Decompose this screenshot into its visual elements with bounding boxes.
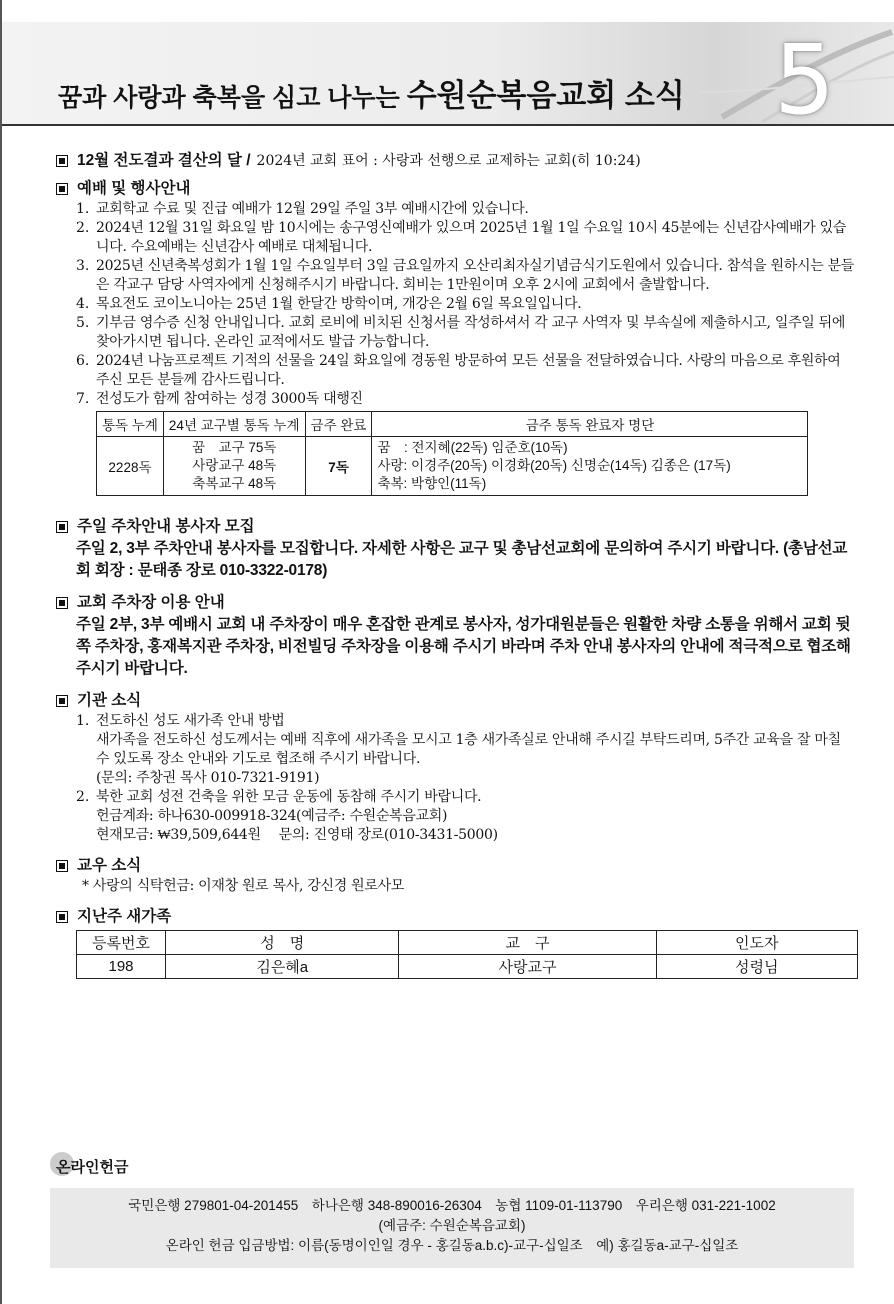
list-item: 7. 전성도가 함께 참여하는 성경 3000독 대행진 (76, 391, 363, 407)
page-title (58, 70, 685, 115)
title-prefix: 꿈과 사랑과 축복을 심고 나누는 (58, 84, 400, 112)
section-member-news (56, 855, 856, 877)
section-parking-info (56, 592, 856, 614)
list-item: 3. 2025년 신년축복성회가 1월 1일 수요일부터 3일 금요일까지 오산리최자실기념금식기도원에서 있습니다. 참석을 원하시는 분들은 각교구 담당 사역자에게 신청해주시기 바랍니다. 회비는 1만원이며 오후 2시에 교회에서 출발합니다. (76, 258, 855, 293)
table-header: 통독 누계 (97, 412, 164, 437)
table-header: 금주 완료 (305, 412, 372, 437)
contact-info: (문의: 주창권 목사 010-7321-9191) (96, 770, 320, 786)
week-completed: 7독 (305, 437, 372, 496)
table-header: 금주 통독 완료자 명단 (372, 412, 808, 437)
completed-names: 꿈 : 전지혜(22독) 임준호(10독) 사랑: 이경주(20독) 이경화(20독) 신명순(14독) 김종은 (17독) 축복: 박향인(11독) (372, 437, 808, 496)
bullet-square-icon (56, 911, 68, 923)
table-header: 교 구 (399, 931, 656, 955)
bullet-square-icon (56, 183, 68, 195)
section-worship (56, 178, 856, 200)
table-header: 성 명 (166, 931, 399, 955)
account-info: 헌금계좌: 하나630-009918-324(예금주: 수원순복음교회) (96, 808, 448, 824)
bullet-square-icon (56, 860, 68, 872)
section-title: 지난주 새가족 (77, 908, 172, 925)
new-family-table (76, 930, 858, 979)
list-item: 5. 기부금 영수증 신청 안내입니다. 교회 로비에 비치된 신청서를 작성하셔서 각 교구 사역자 및 부속실에 제출하시고, 일주일 뒤에 찾아가시면 됩니다. 온라인 교적에서도 발급 가능합니다. (76, 315, 846, 350)
bible-reading-table (96, 411, 808, 496)
current-fundraising: 현재모금: ₩39,509,644원 문의: 진영태 장로(010-3431-5000) (96, 827, 498, 843)
list-item: 6. 2024년 나눔프로젝트 기적의 선물을 24일 화요일에 경동원 방문하여 모든 선물을 전달하였습니다. 사랑의 마음으로 후원하여 주신 모든 분들께 감사드립니다. (76, 353, 841, 388)
reading-total: 2228독 (97, 437, 164, 496)
section-new-family (56, 906, 856, 928)
table-row: 198 김은혜a 사랑교구 성령님 (77, 955, 858, 979)
section-title: 교회 주차장 이용 안내 (77, 594, 225, 611)
title-main: 수원순복음교회 소식 (406, 78, 685, 113)
list-item: 2. 북한 교회 성전 건축을 위한 모금 운동에 동참해 주시기 바랍니다. (76, 789, 482, 805)
table-header: 24년 교구별 통독 누계 (163, 412, 305, 437)
table-header-row (77, 931, 858, 955)
list-item: 4. 목요전도 코이노니아는 25년 1월 한달간 방학이며, 개강은 2월 6일 목요일입니다. (76, 296, 582, 312)
list-item: 1. 전도하신 성도 새가족 안내 방법 (76, 713, 285, 729)
parking-info-text: 주일 2부, 3부 예배시 교회 내 주차장이 매우 혼잡한 관계로 봉사자, 성가대원분들은 원활한 차량 소통을 위해서 교회 뒷쪽 주차장, 홍재복지관 주차장, 비전빌딩 주차장을 이용해 주시기 바라며 주차 안내 봉사자의 안내에 적극적으로 협조해 주시기 바랍니다. (76, 616, 851, 677)
section-title: 기관 소식 (77, 692, 142, 709)
bank-accounts-box (50, 1188, 854, 1268)
list-item-body: 새가족을 전도하신 성도께서는 예배 직후에 새가족을 모시고 1층 새가족실로 안내해 주시길 부탁드리며, 5주간 교육을 잘 마칠 수 있도록 장소 안내와 기도로 협조해 주시기 바랍니다. (96, 732, 841, 767)
page-border (0, 0, 2, 1304)
member-news-text: * 사랑의 식탁헌금: 이재창 원로 목사, 강신경 원로사모 (82, 878, 405, 894)
bullet-square-icon (56, 155, 68, 167)
section-parking-volunteer (56, 516, 856, 538)
table-header: 등록번호 (77, 931, 166, 955)
section-title: 교우 소식 (77, 857, 142, 874)
section-organization-news (56, 690, 856, 712)
bullet-square-icon (56, 521, 68, 533)
page-number: 5 (774, 24, 836, 124)
online-offering-title: 온라인헌금 (56, 1159, 129, 1176)
header-divider (2, 124, 894, 126)
table-row (97, 437, 808, 496)
theme-title: 12월 전도결과 결산의 달 / (77, 152, 251, 169)
bullet-square-icon (56, 695, 68, 707)
section-theme (56, 150, 856, 172)
table-header: 인도자 (656, 931, 857, 955)
table-header-row (97, 412, 808, 437)
theme-motto: 2024년 교회 표어 : 사랑과 선행으로 교제하는 교회(히 10:24) (256, 153, 641, 169)
parish-totals: 꿈 교구 75독 사랑교구 48독 축복교구 48독 (163, 437, 305, 496)
account-holder: (예금주: 수원순복음교회) (378, 1218, 526, 1233)
bullet-square-icon (56, 597, 68, 609)
header-banner (2, 22, 894, 124)
news-content (56, 150, 856, 979)
parking-volunteer-text: 주일 2, 3부 주차안내 봉사자를 모집합니다. 자세한 사항은 교구 및 총남선교회에 문의하여 주시기 바랍니다. (총남선교회 회장 : 문태종 장로 010-3322-0178) (76, 540, 848, 579)
deposit-method: 온라인 헌금 입금방법: 이름(동명이인일 경우 - 홍길동a.b.c)-교구-십일조 예) 홍길동a-교구-십일조 (165, 1238, 739, 1253)
list-item: 1. 교회학교 수료 및 진급 예배가 12월 29일 주일 3부 예배시간에 있습니다. (76, 201, 529, 217)
section-title: 예배 및 행사안내 (77, 180, 191, 197)
section-title: 주일 주차안내 봉사자 모집 (77, 518, 255, 535)
bank-accounts: 국민은행 279801-04-201455 하나은행 348-890016-26304 농협 1109-01-113790 우리은행 031-221-1002 (128, 1198, 776, 1213)
list-item: 2. 2024년 12월 31일 화요일 밤 10시에는 송구영신예배가 있으며 2025년 1월 1일 수요일 10시 45분에는 신년감사예배가 있습니다. 수요예배는 신년감사 예배로 대체됩니다. (76, 220, 847, 255)
